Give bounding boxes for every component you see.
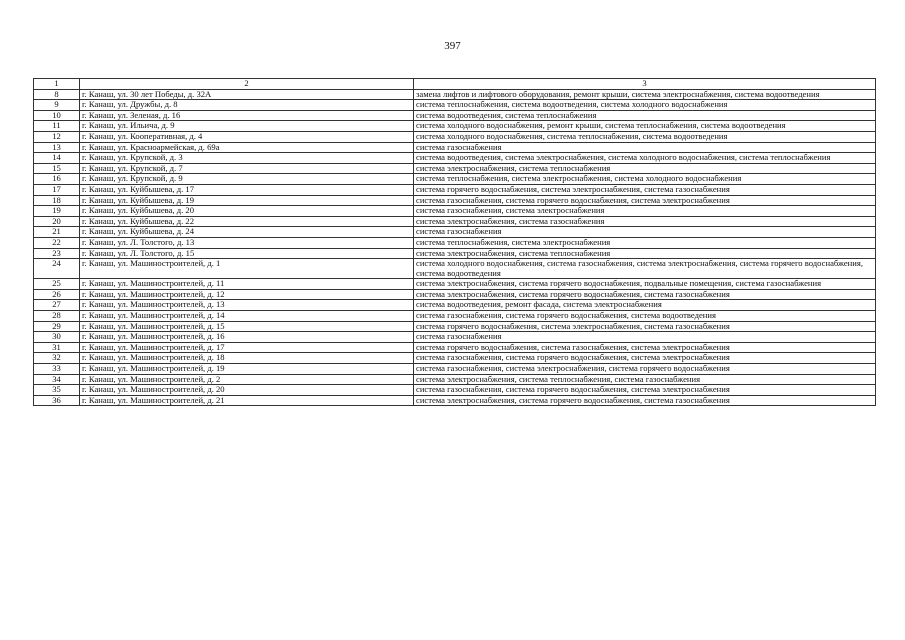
address-cell: г. Канаш, ул. Машиностроителей, д. 13 [80, 300, 414, 311]
table-row [34, 121, 876, 132]
row-number: 22 [34, 237, 80, 248]
address-cell: г. Канаш, ул. Машиностроителей, д. 12 [80, 289, 414, 300]
works-cell: система газоснабжения, система горячего водоснабжения, система водоотведения [414, 311, 876, 322]
row-number: 20 [34, 216, 80, 227]
row-number: 28 [34, 311, 80, 322]
address-cell: г. Канаш, ул. Машиностроителей, д. 14 [80, 311, 414, 322]
works-cell: замена лифтов и лифтового оборудования, ремонт крыши, система электроснабжения, система водоотведения [414, 89, 876, 100]
address-cell: г. Канаш, ул. Куйбышева, д. 24 [80, 227, 414, 238]
works-cell: система теплоснабжения, система электроснабжения, система холодного водоснабжения [414, 174, 876, 185]
table-body [34, 89, 876, 406]
table-row [34, 279, 876, 290]
address-cell: г. Канаш, ул. Кооперативная, д. 4 [80, 131, 414, 142]
address-cell: г. Канаш, ул. Машиностроителей, д. 15 [80, 321, 414, 332]
row-number: 19 [34, 206, 80, 217]
row-number: 35 [34, 385, 80, 396]
address-cell: г. Канаш, ул. Дружбы, д. 8 [80, 100, 414, 111]
row-number: 23 [34, 248, 80, 259]
row-number: 31 [34, 342, 80, 353]
row-number: 30 [34, 332, 80, 343]
row-number: 27 [34, 300, 80, 311]
table-row [34, 184, 876, 195]
address-cell: г. Канаш, ул. Машиностроителей, д. 21 [80, 395, 414, 406]
works-cell: система газоснабжения, система электроснабжения, система горячего водоснабжения [414, 364, 876, 375]
column-header-number: 1 [34, 79, 80, 90]
works-cell: система водоотведения, система электроснабжения, система холодного водоснабжения, система теплоснабжения [414, 153, 876, 164]
column-header-address: 2 [80, 79, 414, 90]
works-cell: система водоотведения, ремонт фасада, система электроснабжения [414, 300, 876, 311]
table-row [34, 300, 876, 311]
table-header-row [34, 79, 876, 90]
works-cell: система электроснабжения, система газоснабжения [414, 216, 876, 227]
table-row [34, 374, 876, 385]
row-number: 15 [34, 163, 80, 174]
row-number: 11 [34, 121, 80, 132]
table-row [34, 195, 876, 206]
works-cell: система теплоснабжения, система водоотведения, система холодного водоснабжения [414, 100, 876, 111]
table-row [34, 259, 876, 279]
works-cell: система теплоснабжения, система электроснабжения [414, 237, 876, 248]
address-cell: г. Канаш, ул. Крупской, д. 9 [80, 174, 414, 185]
row-number: 8 [34, 89, 80, 100]
row-number: 16 [34, 174, 80, 185]
row-number: 34 [34, 374, 80, 385]
works-cell: система водоотведения, система теплоснабжения [414, 110, 876, 121]
address-cell: г. Канаш, ул. Л. Толстого, д. 15 [80, 248, 414, 259]
address-cell: г. Канаш, ул. 30 лет Победы, д. 32А [80, 89, 414, 100]
address-cell: г. Канаш, ул. Машиностроителей, д. 11 [80, 279, 414, 290]
row-number: 18 [34, 195, 80, 206]
address-cell: г. Канаш, ул. Машиностроителей, д. 18 [80, 353, 414, 364]
table-row [34, 311, 876, 322]
buildings-table [33, 78, 876, 406]
address-cell: г. Канаш, ул. Красноармейская, д. 69а [80, 142, 414, 153]
works-cell: система газоснабжения, система горячего водоснабжения, система электроснабжения [414, 385, 876, 396]
table-row [34, 110, 876, 121]
table-row [34, 385, 876, 396]
address-cell: г. Канаш, ул. Зеленая, д. 16 [80, 110, 414, 121]
row-number: 14 [34, 153, 80, 164]
table-row [34, 131, 876, 142]
row-number: 24 [34, 259, 80, 279]
table-row [34, 248, 876, 259]
row-number: 33 [34, 364, 80, 375]
works-cell: система горячего водоснабжения, система электроснабжения, система газоснабжения [414, 321, 876, 332]
address-cell: г. Канаш, ул. Машиностроителей, д. 2 [80, 374, 414, 385]
table-row [34, 163, 876, 174]
row-number: 10 [34, 110, 80, 121]
works-cell: система горячего водоснабжения, система электроснабжения, система газоснабжения [414, 184, 876, 195]
works-cell: система холодного водоснабжения, система газоснабжения, система электроснабжения, система горячего водоснабжения, система водоотведения [414, 259, 876, 279]
table-row [34, 321, 876, 332]
works-cell: система газоснабжения, система горячего водоснабжения, система электроснабжения [414, 195, 876, 206]
works-cell: система газоснабжения [414, 332, 876, 343]
address-cell: г. Канаш, ул. Ильича, д. 9 [80, 121, 414, 132]
works-cell: система газоснабжения, система электроснабжения [414, 206, 876, 217]
works-cell: система газоснабжения [414, 142, 876, 153]
table-row [34, 237, 876, 248]
works-cell: система электроснабжения, система теплоснабжения [414, 248, 876, 259]
row-number: 17 [34, 184, 80, 195]
table-row [34, 364, 876, 375]
works-cell: система холодного водоснабжения, система теплоснабжения, система водоотведения [414, 131, 876, 142]
row-number: 36 [34, 395, 80, 406]
table-row [34, 174, 876, 185]
table-row [34, 353, 876, 364]
table-row [34, 89, 876, 100]
row-number: 13 [34, 142, 80, 153]
works-cell: система электроснабжения, система горячего водоснабжения, система газоснабжения [414, 289, 876, 300]
address-cell: г. Канаш, ул. Куйбышева, д. 20 [80, 206, 414, 217]
works-cell: система горячего водоснабжения, система газоснабжения, система электроснабжения [414, 342, 876, 353]
table-row [34, 332, 876, 343]
row-number: 29 [34, 321, 80, 332]
column-header-works: 3 [414, 79, 876, 90]
address-cell: г. Канаш, ул. Куйбышева, д. 19 [80, 195, 414, 206]
row-number: 25 [34, 279, 80, 290]
table-row [34, 289, 876, 300]
works-cell: система электроснабжения, система горячего водоснабжения, подвальные помещения, система газоснабжения [414, 279, 876, 290]
works-cell: система электроснабжения, система теплоснабжения [414, 163, 876, 174]
table-row [34, 100, 876, 111]
works-cell: система холодного водоснабжения, ремонт крыши, система теплоснабжения, система водоотведения [414, 121, 876, 132]
address-cell: г. Канаш, ул. Крупской, д. 7 [80, 163, 414, 174]
address-cell: г. Канаш, ул. Машиностроителей, д. 20 [80, 385, 414, 396]
table-row [34, 342, 876, 353]
address-cell: г. Канаш, ул. Машиностроителей, д. 1 [80, 259, 414, 279]
address-cell: г. Канаш, ул. Л. Толстого, д. 13 [80, 237, 414, 248]
table-row [34, 206, 876, 217]
address-cell: г. Канаш, ул. Машиностроителей, д. 16 [80, 332, 414, 343]
works-cell: система газоснабжения [414, 227, 876, 238]
row-number: 21 [34, 227, 80, 238]
works-cell: система электроснабжения, система теплоснабжения, система газоснабжения [414, 374, 876, 385]
row-number: 26 [34, 289, 80, 300]
address-cell: г. Канаш, ул. Крупской, д. 3 [80, 153, 414, 164]
address-cell: г. Канаш, ул. Машиностроителей, д. 17 [80, 342, 414, 353]
address-cell: г. Канаш, ул. Куйбышева, д. 22 [80, 216, 414, 227]
works-cell: система газоснабжения, система горячего водоснабжения, система электроснабжения [414, 353, 876, 364]
table-row [34, 153, 876, 164]
row-number: 32 [34, 353, 80, 364]
page-number: 397 [444, 40, 461, 52]
table-row [34, 227, 876, 238]
address-cell: г. Канаш, ул. Машиностроителей, д. 19 [80, 364, 414, 375]
row-number: 9 [34, 100, 80, 111]
table-row [34, 142, 876, 153]
table-row [34, 216, 876, 227]
row-number: 12 [34, 131, 80, 142]
works-cell: система электроснабжения, система горячего водоснабжения, система газоснабжения [414, 395, 876, 406]
address-cell: г. Канаш, ул. Куйбышева, д. 17 [80, 184, 414, 195]
table-row [34, 395, 876, 406]
